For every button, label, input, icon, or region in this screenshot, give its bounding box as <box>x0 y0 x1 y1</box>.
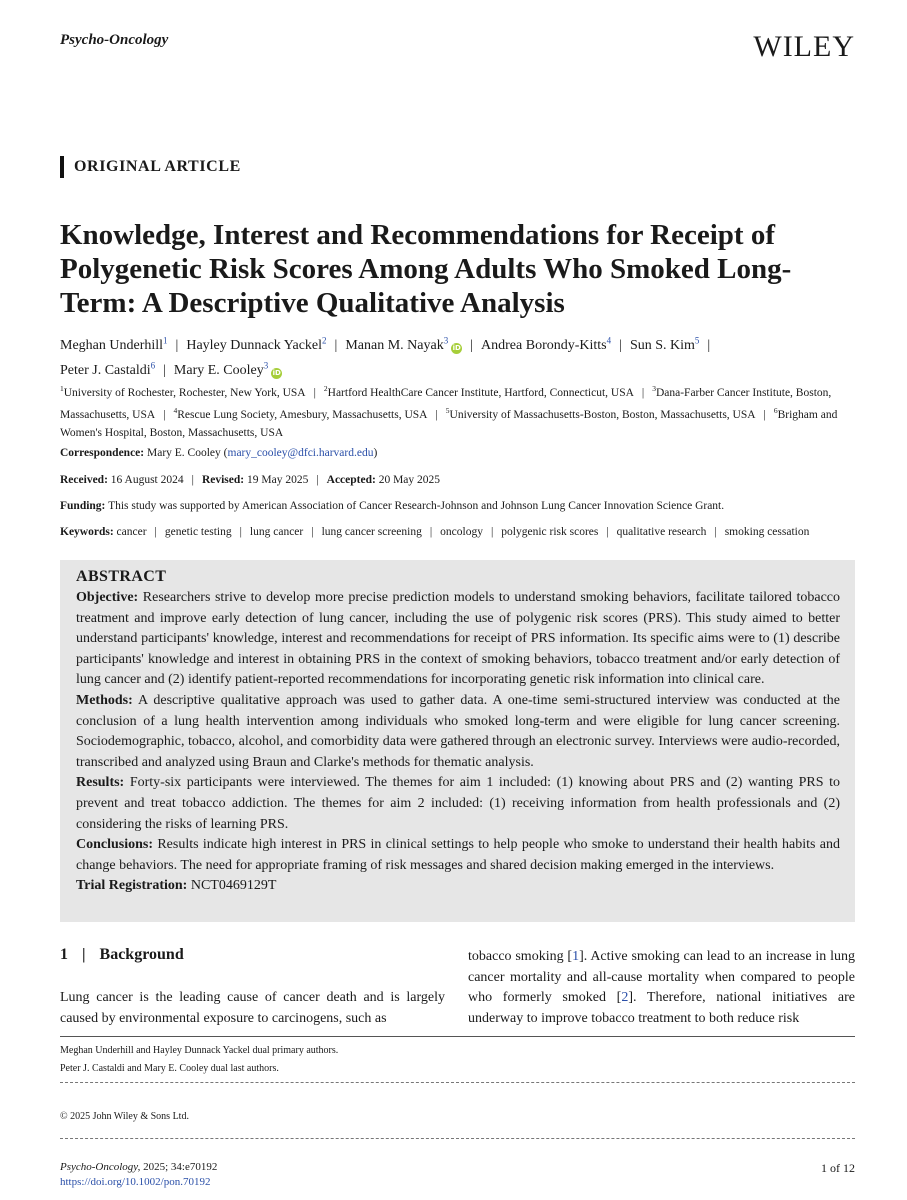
journal-name: Psycho-Oncology <box>60 32 169 48</box>
correspondence-email-link[interactable]: mary_cooley@dfci.harvard.edu <box>227 447 374 459</box>
abstract-objective: Objective: Researchers strive to develop more precise prediction models to understand smoking behaviors, facilitate tailored tobacco treatment and improve early detection of lung cancer, including the use of polygenic risk scores (PRS). This study aimed to better understand participants' knowledge, interest and recommendations for receipt of PRS information. Its specific aims were to (1) describe participants' knowledge and interest in obtaining PRS in the context of smoking behaviors, tobacco treatment and/or early detection of lung cancer and (2) identify patient-reported recommendations for incorporating genetic risk information into clinical care. <box>76 590 841 688</box>
abstract-results: Results: Forty-six participants were interviewed. The themes for aim 1 included: (1) knowing about PRS and (2) wanting PRS to prevent and treat tobacco addiction. The themes for aim 2 included: (1) receiving information from health professionals and (2) considering the risks of learning PRS. <box>76 775 840 832</box>
article-title: Knowledge, Interest and Recommendations for Receipt of Polygenetic Risk Scores Among Adults Who Smoked Long-Term: A Descriptive Qualitative Analysis <box>60 219 792 319</box>
article-type-bar <box>60 156 64 178</box>
footer-divider <box>60 1138 855 1139</box>
reference-link[interactable]: 1 <box>572 949 580 964</box>
author[interactable]: Hayley Dunnack Yackel$^2$ <box>186 335 327 353</box>
reference-link[interactable]: 2 <box>621 990 629 1005</box>
keyword[interactable]: lung cancer screening <box>321 526 422 538</box>
author[interactable]: Peter J. Castaldi$^6$ <box>60 360 156 379</box>
doi-link[interactable]: https://doi.org/10.1002/pon.70192 <box>60 1176 211 1188</box>
footnote: Meghan Underhill and Hayley Dunnack Yackel dual primary authors. <box>60 1045 339 1056</box>
keyword[interactable]: genetic testing <box>164 526 232 538</box>
copyright: © 2025 John Wiley & Sons Ltd. <box>60 1111 189 1122</box>
page-number: 1 of 12 <box>821 1161 855 1175</box>
author[interactable]: Meghan Underhill$^1$ <box>60 335 168 353</box>
keyword[interactable]: cancer <box>116 526 147 538</box>
keyword[interactable]: polygenic risk scores <box>501 526 599 538</box>
article-type-label: ORIGINAL ARTICLE <box>74 158 241 175</box>
publisher-logo: WILEY <box>753 30 855 63</box>
abstract <box>76 566 840 897</box>
footnote: Peter J. Castaldi and Mary E. Cooley dual last authors. <box>60 1063 279 1074</box>
article-dates: Received: 16 August 2024 | Revised: 19 May 2025 | Accepted: 20 May 2025 <box>60 474 441 486</box>
footer-citation: Psycho-Oncology, 2025; 34:e70192 https://doi.org/10.1002/pon.70192 <box>60 1161 218 1188</box>
author[interactable]: Manan M. Nayak$^3$ <box>345 335 449 353</box>
author[interactable]: Sun S. Kim$^5$ <box>629 335 700 353</box>
author[interactable]: Andrea Borondy-Kitts$^4$ <box>481 335 612 353</box>
article-type <box>60 156 241 178</box>
footnote-divider <box>60 1082 855 1083</box>
body-column-right: tobacco smoking [1]. Active smoking can lead to an increase in lung cancer mortality and all-cause mortality when compared to people who formerly smoked [2]. Therefore, national initiatives are underway to improve tobacco treatment to both reduce risk <box>468 949 856 1026</box>
section-heading-background: 1 | Background <box>60 946 184 963</box>
affiliations: $^1$University of Rochester, Rochester, New York, USA | $^2$Hartford HealthCare Cancer Institute, Hartford, Connecticut, USA | $^3$Dana-Farber Cancer Institute, Boston, Massachusetts, USA | $^4$Rescue Lung Society, Amesbury, Massachusetts, USA | $^5$University of Massachusetts-Boston, Boston, Massachusetts, USA | $^6$Brigham and Women's Hospital, Boston, Massachusetts, USA <box>60 384 838 439</box>
keyword[interactable]: oncology <box>440 526 483 538</box>
body-column-left: Lung cancer is the leading cause of cancer death and is largely caused by environmental exposure to carcinogens, such as <box>60 990 445 1026</box>
keyword[interactable]: qualitative research <box>616 526 707 538</box>
funding: Funding: This study was supported by American Association of Cancer Research-Johnson and Johnson Lung Cancer Innovation Science Grant. <box>60 500 725 512</box>
keywords: Keywords: cancer | genetic testing | lung cancer | lung cancer screening | oncology | polygenic risk scores | qualitative research | smoking cessation <box>60 526 810 538</box>
keyword[interactable]: smoking cessation <box>724 526 810 538</box>
abstract-trial-registration: Trial Registration: NCT0469129T <box>76 878 277 894</box>
footnote-rule <box>60 1036 855 1037</box>
abstract-methods: Methods: A descriptive qualitative approach was used to gather data. A one-time semi-structured interview was conducted at the conclusion of a lung health intervention among individuals who smoked long-term and were eligible for lung cancer screening. Sociodemographic, tobacco, alcohol, and comorbidity data were gathered through an electronic survey. Interviews were audio-recorded, transcribed and analyzed using Braun and Clarke's methods for thematic analysis. <box>76 692 841 770</box>
author[interactable]: Mary E. Cooley$^3$ <box>173 360 269 379</box>
keyword[interactable]: lung cancer <box>249 526 304 538</box>
orcid-icon[interactable]: iD <box>272 369 281 378</box>
abstract-heading: ABSTRACT <box>76 568 167 585</box>
author-list: Meghan Underhill$^1$ | Hayley Dunnack Yackel$^2$ | Manan M. Nayak$^3$iD | Andrea Borondy-Kitts$^4$ | Sun S. Kim$^5$ | Peter J. Castaldi$^6$ | Mary E. Cooley$^3$iD <box>60 335 711 379</box>
abstract-conclusions: Conclusions: Results indicate high interest in PRS in clinical settings to help people who smoke to understand their health habits and change behaviors. The need for appropriate framing of risk messages and shared decision making emerged in the interviews. <box>76 837 840 873</box>
orcid-icon[interactable]: iD <box>452 343 461 352</box>
correspondence: Correspondence: Mary E. Cooley (mary_cooley@dfci.harvard.edu) <box>60 447 378 459</box>
